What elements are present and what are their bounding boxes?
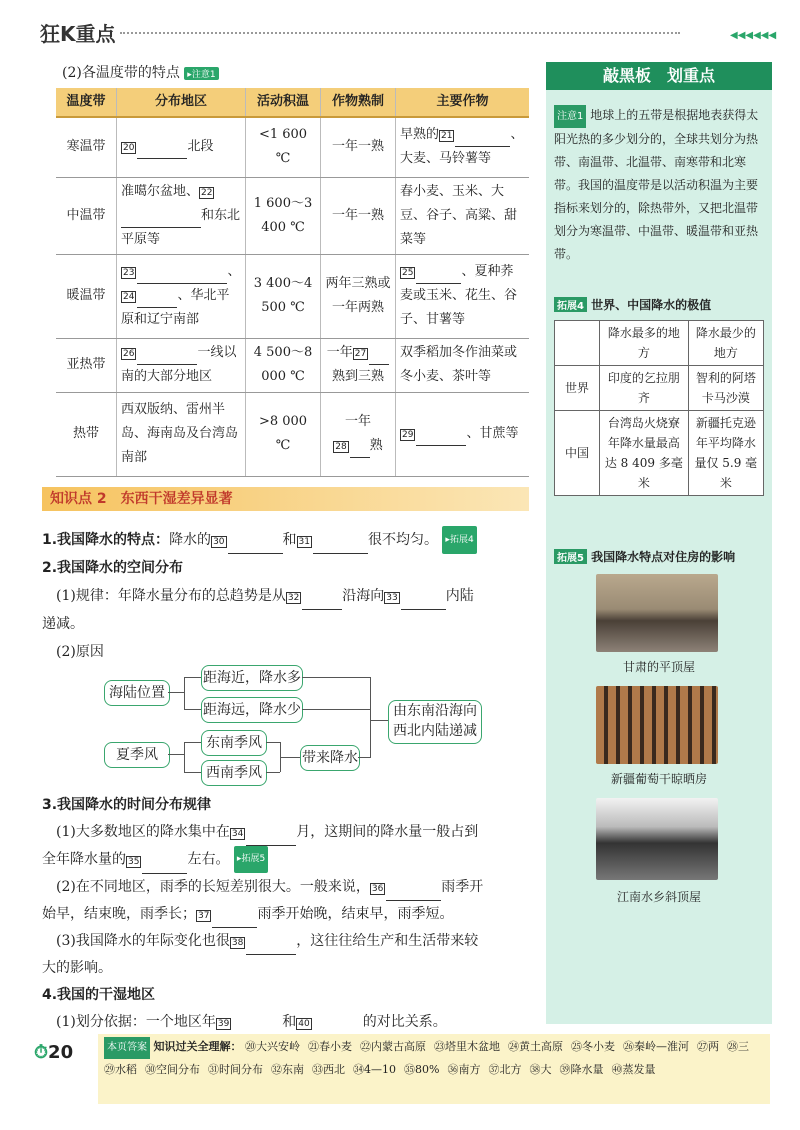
answer-item: ㉘三 — [727, 1040, 749, 1053]
caption-1: 甘肃的平顶屋 — [622, 660, 695, 674]
answer-item: ㉖秦岭—淮河 — [623, 1040, 689, 1053]
flat-roof-house-image — [596, 574, 718, 652]
answer-item: ㊴降水量 — [559, 1063, 604, 1076]
section2-content: 1.我国降水的特点：降水的 30 和 31 很不均匀。 ▸拓展4 2.我国降水的空间分布 (1)规律：年降水量分布的总趋势是从 32 沿海向 33 内陆 递减。 (2)原因 — [42, 526, 532, 666]
sidebar-ext5-title: 拓展5 我国降水特点对住房的影响 — [554, 548, 735, 565]
header-dotted-line — [120, 32, 680, 34]
col-crops: 主要作物 — [396, 88, 530, 117]
answer-item: ㊳大 — [529, 1063, 552, 1076]
table-row: 亚热带 26 一线以南的大部分地区 4 500～8 000 ℃ 一年 27熟到三熟 双季稻加冬作油菜或冬小麦、茶叶等 — [56, 338, 529, 392]
header-logo: 狂K重点 — [40, 22, 116, 46]
diagram-monsoon: 夏季风 — [104, 742, 170, 768]
answer-item: ㉟80% — [404, 1063, 440, 1076]
diagram-se-monsoon: 东南季风 — [201, 730, 267, 756]
answer-item: ㉗两 — [697, 1040, 719, 1053]
precip-extremes-table: 降水最多的地方 降水最少的地方 世界 印度的乞拉朋齐 智利的阿塔卡马沙漠 中国 台湾岛火烧寮年降水量最高达 8 409 多毫米 新疆托克逊年平均降水量仅 5.9 毫米 — [554, 320, 764, 496]
col-temp: 活动积温 — [246, 88, 321, 117]
diagram-sea-land: 海陆位置 — [104, 680, 170, 706]
answer-item: ㉕冬小麦 — [571, 1040, 615, 1053]
answer-item: ㊵蒸发量 — [611, 1063, 656, 1076]
answer-item: ㉛时间分布 — [208, 1063, 263, 1076]
answers-box: 本页答案 知识过关全理解： ⑳大兴安岭 ㉑春小麦 ㉒内蒙古高原 ㉓塔里木盆地 ㉔黄土高原 ㉕冬小麦 ㉖秦岭—淮河 ㉗两 ㉘三㉙水稻 ㉚空间分布 ㉛时间分布 ㉜东南 ㉝西北 ㉞4—10 ㉟80% ㊱南方 ㊲北方 ㊳大 ㊴降水量 ㊵蒸发量 — [98, 1034, 770, 1104]
diagram-near: 距海近，降水多 — [201, 665, 303, 691]
answer-item: ㉑春小麦 — [308, 1040, 352, 1053]
answer-item: ⑳大兴安岭 — [245, 1040, 300, 1053]
diagram-far: 距海远，降水少 — [201, 697, 303, 723]
answer-item: ㉞4—10 — [353, 1063, 396, 1076]
section1-title: (2)各温度带的特点 ▸注意1 — [62, 62, 219, 82]
answer-item: ㉔黄土高原 — [508, 1040, 563, 1053]
col-zone: 温度带 — [56, 88, 117, 117]
sidebar-title: 敲黑板 划重点 — [546, 62, 772, 90]
answer-item: ㉒内蒙古高原 — [360, 1040, 426, 1053]
table-row: 中温带 准噶尔盆地、 22和东北平原等 1 600～3 400 ℃ 一年一熟 春小麦、玉米、大豆、谷子、高粱、甜菜等 — [56, 177, 529, 254]
section2-banner: 知识点 2 东西干湿差异显著 — [42, 487, 529, 511]
page-number: ⏱20 — [34, 1042, 74, 1063]
temperature-zone-table — [56, 88, 529, 477]
diagram-result: 由东南沿海向西北内陆递减 — [388, 700, 482, 744]
answer-item: ㊲北方 — [488, 1063, 522, 1076]
jiangnan-sloped-roof-image — [596, 798, 718, 880]
col-cropsys: 作物熟制 — [321, 88, 396, 117]
answer-item: ㉚空间分布 — [145, 1063, 200, 1076]
col-area: 分布地区 — [117, 88, 246, 117]
sidebar-ext4-title: 拓展4 世界、中国降水的极值 — [554, 296, 711, 313]
caption-3: 江南水乡斜顶屋 — [616, 890, 701, 904]
header-arrows: ◀◀◀◀◀◀ — [730, 30, 777, 41]
table-row: 暖温带 23 、 24 、华北平原和辽宁南部 3 400～4 500 ℃ 两年三熟或一年两熟 25 、夏种荞麦或玉米、花生、谷子、甘薯等 — [56, 254, 529, 338]
grape-drying-house-image — [596, 686, 718, 764]
table-row: 热带 西双版纳、雷州半岛、海南岛及台湾岛南部 >8 000 ℃ 一年 28 熟 29 、甘蔗等 — [56, 392, 529, 476]
caption-2: 新疆葡萄干晾晒房 — [610, 772, 707, 786]
section3-content: 3.我国降水的时间分布规律 (1)大多数地区的降水集中在 34 月，这期间的降水量一般占到 全年降水量的 35 左右。 ▸拓展5 (2)在不同地区，雨季的长短差别很大。一般来说， 36 雨季开 始早，结束晚，雨季长； 37 雨季开始晚，结束早，雨季短。 (3)我国降水的年际变化也很 38 ，这往往给生产和生活带来较 大的影响。 4.我国的干湿地区 (1)划分依据：一个地区年 39 和 40 的对比关系。 — [42, 792, 532, 1036]
note-tag: ▸注意1 — [184, 67, 218, 80]
answer-item: ㊱南方 — [447, 1063, 481, 1076]
table-row: 寒温带 20 北段 <1 600 ℃ 一年一熟 早熟的 21 、大麦、马铃薯等 — [56, 117, 529, 177]
answer-item: ㉜东南 — [271, 1063, 304, 1076]
answer-item: ㉓塔里木盆地 — [434, 1040, 500, 1053]
answer-item: ㉙水稻 — [104, 1063, 137, 1076]
sidebar-note1: 注意1 地球上的五带是根据地表获得太阳光热的多少划分的，全球共划分为热带、南温带、北温带、南寒带和北寒带。我国的温度带是以活动积温为主要指标来划分的，除热带外，又把北温带划分为寒温带、中温带、暖温带和亚热带。 — [554, 104, 764, 266]
diagram-rain: 带来降水 — [300, 745, 360, 771]
answer-item: ㉝西北 — [312, 1063, 345, 1076]
diagram-sw-monsoon: 西南季风 — [201, 760, 267, 786]
